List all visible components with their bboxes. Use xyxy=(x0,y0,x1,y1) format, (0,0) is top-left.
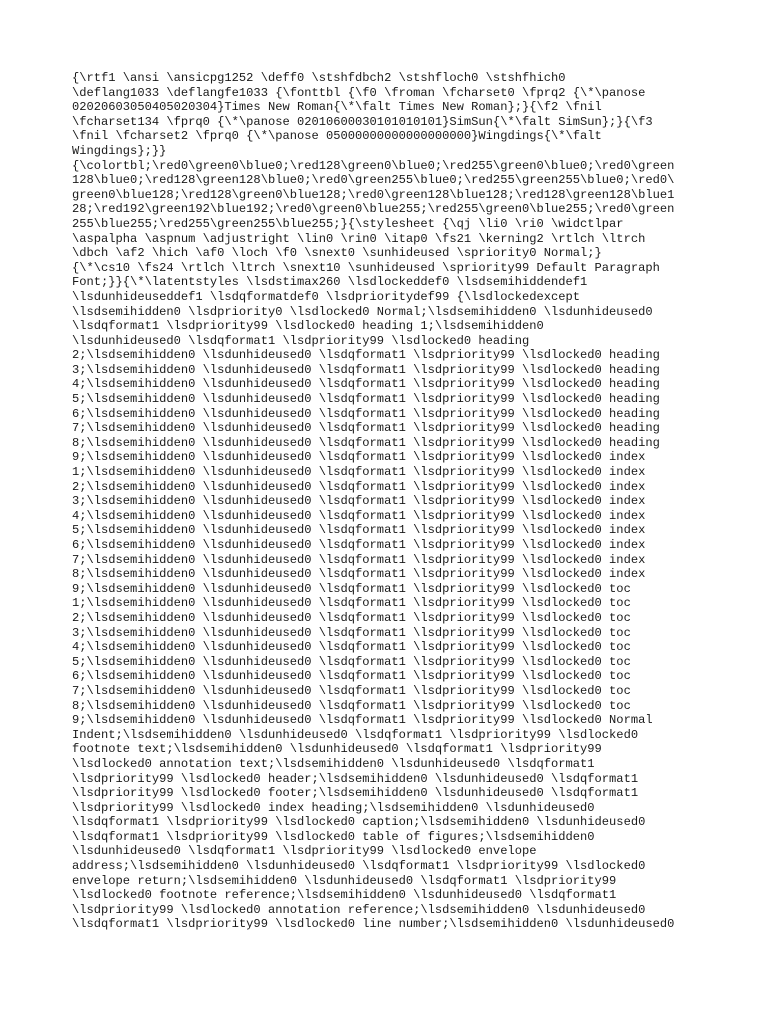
text-line: \lsdqformat1 \lsdpriority99 \lsdlocked0 caption;\lsdsemihidden0 \lsdunhideused0 xyxy=(72,815,646,830)
text-line: \lsdqformat1 \lsdpriority99 \lsdlocked0 heading 1;\lsdsemihidden0 xyxy=(72,319,544,334)
text-line: \lsdunhideused0 \lsdqformat1 \lsdpriority99 \lsdlocked0 envelope xyxy=(72,844,537,859)
text-line: \lsdsemihidden0 \lsdpriority0 \lsdlocked0 Normal;\lsdsemihidden0 \lsdunhideused0 xyxy=(72,304,653,319)
text-line: 6;\lsdsemihidden0 \lsdunhideused0 \lsdqformat1 \lsdpriority99 \lsdlocked0 toc xyxy=(72,669,631,684)
text-line: 4;\lsdsemihidden0 \lsdunhideused0 \lsdqformat1 \lsdpriority99 \lsdlocked0 index xyxy=(72,508,646,523)
text-line: \lsdqformat1 \lsdpriority99 \lsdlocked0 table of figures;\lsdsemihidden0 xyxy=(72,829,595,844)
text-line: Indent;\lsdsemihidden0 \lsdunhideused0 \lsdqformat1 \lsdpriority99 \lsdlocked0 xyxy=(72,727,639,742)
text-line: \lsdqformat1 \lsdpriority99 \lsdlocked0 line number;\lsdsemihidden0 \lsdunhideused0 xyxy=(72,917,675,932)
text-line: 9;\lsdsemihidden0 \lsdunhideused0 \lsdqformat1 \lsdpriority99 \lsdlocked0 toc xyxy=(72,581,631,596)
text-line: 1;\lsdsemihidden0 \lsdunhideused0 \lsdqformat1 \lsdpriority99 \lsdlocked0 toc xyxy=(72,596,631,611)
text-line: 3;\lsdsemihidden0 \lsdunhideused0 \lsdqformat1 \lsdpriority99 \lsdlocked0 index xyxy=(72,494,646,509)
text-line: \lsdpriority99 \lsdlocked0 header;\lsdsemihidden0 \lsdunhideused0 \lsdqformat1 xyxy=(72,771,639,786)
rtf-source-text xyxy=(72,71,768,932)
text-line: 128\blue0;\red128\green128\blue0;\red0\green255\blue0;\red255\green255\blue0;\red0\ xyxy=(72,173,675,188)
text-line: 5;\lsdsemihidden0 \lsdunhideused0 \lsdqformat1 \lsdpriority99 \lsdlocked0 toc xyxy=(72,654,631,669)
text-line: 4;\lsdsemihidden0 \lsdunhideused0 \lsdqformat1 \lsdpriority99 \lsdlocked0 heading xyxy=(72,377,660,392)
text-line: envelope return;\lsdsemihidden0 \lsdunhideused0 \lsdqformat1 \lsdpriority99 xyxy=(72,873,617,888)
text-line: 3;\lsdsemihidden0 \lsdunhideused0 \lsdqformat1 \lsdpriority99 \lsdlocked0 toc xyxy=(72,625,631,640)
text-line: 4;\lsdsemihidden0 \lsdunhideused0 \lsdqformat1 \lsdpriority99 \lsdlocked0 toc xyxy=(72,640,631,655)
text-line: \lsdlocked0 footnote reference;\lsdsemihidden0 \lsdunhideused0 \lsdqformat1 xyxy=(72,888,617,903)
text-line: \lsdpriority99 \lsdlocked0 footer;\lsdsemihidden0 \lsdunhideused0 \lsdqformat1 xyxy=(72,786,639,801)
text-line: 2;\lsdsemihidden0 \lsdunhideused0 \lsdqformat1 \lsdpriority99 \lsdlocked0 toc xyxy=(72,610,631,625)
text-line: 2;\lsdsemihidden0 \lsdunhideused0 \lsdqformat1 \lsdpriority99 \lsdlocked0 heading xyxy=(72,348,660,363)
text-line: 9;\lsdsemihidden0 \lsdunhideused0 \lsdqformat1 \lsdpriority99 \lsdlocked0 Normal xyxy=(72,713,653,728)
text-line: 3;\lsdsemihidden0 \lsdunhideused0 \lsdqformat1 \lsdpriority99 \lsdlocked0 heading xyxy=(72,362,660,377)
text-line: 8;\lsdsemihidden0 \lsdunhideused0 \lsdqformat1 \lsdpriority99 \lsdlocked0 toc xyxy=(72,698,631,713)
text-line: \lsdlocked0 annotation text;\lsdsemihidden0 \lsdunhideused0 \lsdqformat1 xyxy=(72,756,595,771)
text-line: \lsdunhideused0 \lsdqformat1 \lsdpriority99 \lsdlocked0 heading xyxy=(72,333,530,348)
text-line: 28;\red192\green192\blue192;\red0\green0\blue255;\red255\green0\blue255;\red0\green xyxy=(72,202,675,217)
text-line: \fnil \fcharset2 \fprq0 {\*\panose 05000000000000000000}Wingdings{\*\falt xyxy=(72,129,602,144)
text-line: \deflang1033 \deflangfe1033 {\fonttbl {\f0 \froman \fcharset0 \fprq2 {\*\panose xyxy=(72,85,646,100)
text-line: 7;\lsdsemihidden0 \lsdunhideused0 \lsdqformat1 \lsdpriority99 \lsdlocked0 heading xyxy=(72,421,660,436)
text-line: {\rtf1 \ansi \ansicpg1252 \deff0 \stshfdbch2 \stshfloch0 \stshfhich0 xyxy=(72,71,566,85)
text-line: 6;\lsdsemihidden0 \lsdunhideused0 \lsdqformat1 \lsdpriority99 \lsdlocked0 index xyxy=(72,538,646,552)
text-line: green0\blue128;\red128\green0\blue128;\red0\green128\blue128;\red128\green128\blue1 xyxy=(72,187,675,202)
text-line: footnote text;\lsdsemihidden0 \lsdunhideused0 \lsdqformat1 \lsdpriority99 xyxy=(72,742,602,757)
text-line: 2;\lsdsemihidden0 \lsdunhideused0 \lsdqformat1 \lsdpriority99 \lsdlocked0 index xyxy=(72,479,646,494)
text-line: \dbch \af2 \hich \af0 \loch \f0 \snext0 \sunhideused \spriority0 Normal;} xyxy=(72,246,602,261)
text-line: {\colortbl;\red0\green0\blue0;\red128\green0\blue0;\red255\green0\blue0;\red0\green xyxy=(72,158,675,173)
text-line: 8;\lsdsemihidden0 \lsdunhideused0 \lsdqformat1 \lsdpriority99 \lsdlocked0 heading xyxy=(72,435,660,450)
text-line: {\*\cs10 \fs24 \rtlch \ltrch \snext10 \sunhideused \spriority99 Default Paragraph xyxy=(72,260,660,275)
text-line: \lsdpriority99 \lsdlocked0 index heading;\lsdsemihidden0 \lsdunhideused0 xyxy=(72,800,595,815)
text-line: Wingdings};}} xyxy=(72,143,167,158)
text-line: 255\blue255;\red255\green255\blue255;}{\stylesheet {\qj \li0 \ri0 \widctlpar xyxy=(72,216,624,231)
text-line: 7;\lsdsemihidden0 \lsdunhideused0 \lsdqformat1 \lsdpriority99 \lsdlocked0 toc xyxy=(72,683,631,698)
text-line: \fcharset134 \fprq0 {\*\panose 02010600030101010101}SimSun{\*\falt SimSun};}{\f3 xyxy=(72,114,653,129)
text-line: 5;\lsdsemihidden0 \lsdunhideused0 \lsdqformat1 \lsdpriority99 \lsdlocked0 heading xyxy=(72,392,660,407)
text-line: \lsdpriority99 \lsdlocked0 annotation reference;\lsdsemihidden0 \lsdunhideused0 xyxy=(72,902,646,917)
text-line: 1;\lsdsemihidden0 \lsdunhideused0 \lsdqformat1 \lsdpriority99 \lsdlocked0 index xyxy=(72,465,646,480)
text-line: address;\lsdsemihidden0 \lsdunhideused0 \lsdqformat1 \lsdpriority99 \lsdlocked0 xyxy=(72,859,646,874)
text-line: 7;\lsdsemihidden0 \lsdunhideused0 \lsdqformat1 \lsdpriority99 \lsdlocked0 index xyxy=(72,552,646,567)
text-line: \aspalpha \aspnum \adjustright \lin0 \rin0 \itap0 \fs21 \kerning2 \rtlch \ltrch xyxy=(72,231,646,246)
text-line: 02020603050405020304}Times New Roman{\*\falt Times New Roman};}{\f2 \fnil xyxy=(72,100,602,115)
text-line: 8;\lsdsemihidden0 \lsdunhideused0 \lsdqformat1 \lsdpriority99 \lsdlocked0 index xyxy=(72,567,646,582)
text-line: 9;\lsdsemihidden0 \lsdunhideused0 \lsdqformat1 \lsdpriority99 \lsdlocked0 index xyxy=(72,450,646,465)
text-line: 5;\lsdsemihidden0 \lsdunhideused0 \lsdqformat1 \lsdpriority99 \lsdlocked0 index xyxy=(72,523,646,538)
text-line: 6;\lsdsemihidden0 \lsdunhideused0 \lsdqformat1 \lsdpriority99 \lsdlocked0 heading xyxy=(72,406,660,421)
text-line: \lsdunhideuseddef1 \lsdqformatdef0 \lsdprioritydef99 {\lsdlockedexcept xyxy=(72,289,581,304)
text-line: Font;}}{\*\latentstyles \lsdstimax260 \lsdlockeddef0 \lsdsemihiddendef1 xyxy=(72,275,588,290)
